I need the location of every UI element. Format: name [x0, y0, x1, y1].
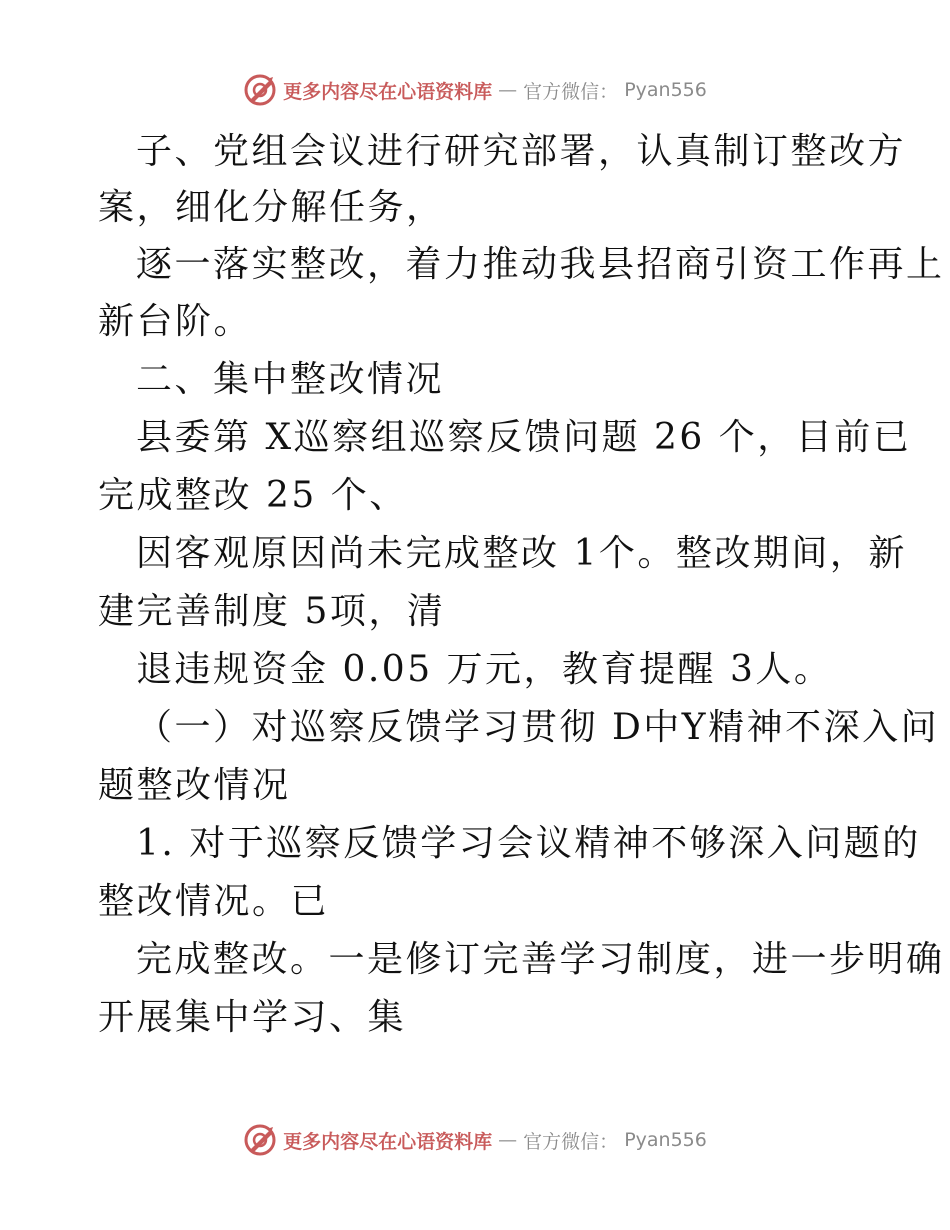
wechat-label: 官方微信： — [523, 80, 619, 103]
subsection-heading: （一）对巡察反馈学习贯彻 D中Y精神不深入问 — [136, 707, 940, 748]
body-line: 题整改情况 — [98, 765, 291, 806]
body-line: 逐一落实整改，着力推动我县招商引资工作再上 — [136, 244, 945, 285]
section-heading: 二、集中整改情况 — [136, 359, 445, 400]
body-line: 退违规资金 0.05 万元，教育提醒 3人。 — [136, 649, 833, 690]
wechat-id: Pyan556 — [624, 79, 707, 101]
separator-dash: — — [498, 79, 518, 101]
body-line: 子、党组会议进行研究部署，认真制订整改方 — [136, 131, 907, 172]
wechat-label: 官方微信： — [523, 1130, 619, 1153]
body-line: 因客观原因尚未完成整改 1个。整改期间，新 — [136, 533, 907, 574]
body-line: 整改情况。已 — [98, 881, 330, 922]
body-line: 新台阶。 — [98, 301, 253, 342]
body-line: 开展集中学习、集 — [98, 997, 407, 1038]
separator-dash: — — [498, 1129, 518, 1151]
body-line: 案，细化分解任务， — [98, 187, 445, 228]
header-watermark-banner — [0, 70, 950, 110]
body-line: 完成整改。一是修订完善学习制度，进一步明确 — [136, 939, 945, 980]
logo-icon — [243, 1123, 277, 1157]
footer-watermark-banner — [0, 1120, 950, 1160]
brand-text: 更多内容尽在心语资料库 — [283, 1130, 493, 1153]
body-line: 完成整改 25 个、 — [98, 475, 408, 516]
body-line: 建完善制度 5项，清 — [98, 591, 446, 632]
body-line: 1. 对于巡察反馈学习会议精神不够深入问题的 — [136, 823, 921, 864]
wechat-id: Pyan556 — [624, 1129, 707, 1151]
brand-text: 更多内容尽在心语资料库 — [283, 80, 493, 103]
body-line: 县委第 X巡察组巡察反馈问题 26 个，目前已 — [136, 417, 912, 458]
logo-icon — [243, 73, 277, 107]
